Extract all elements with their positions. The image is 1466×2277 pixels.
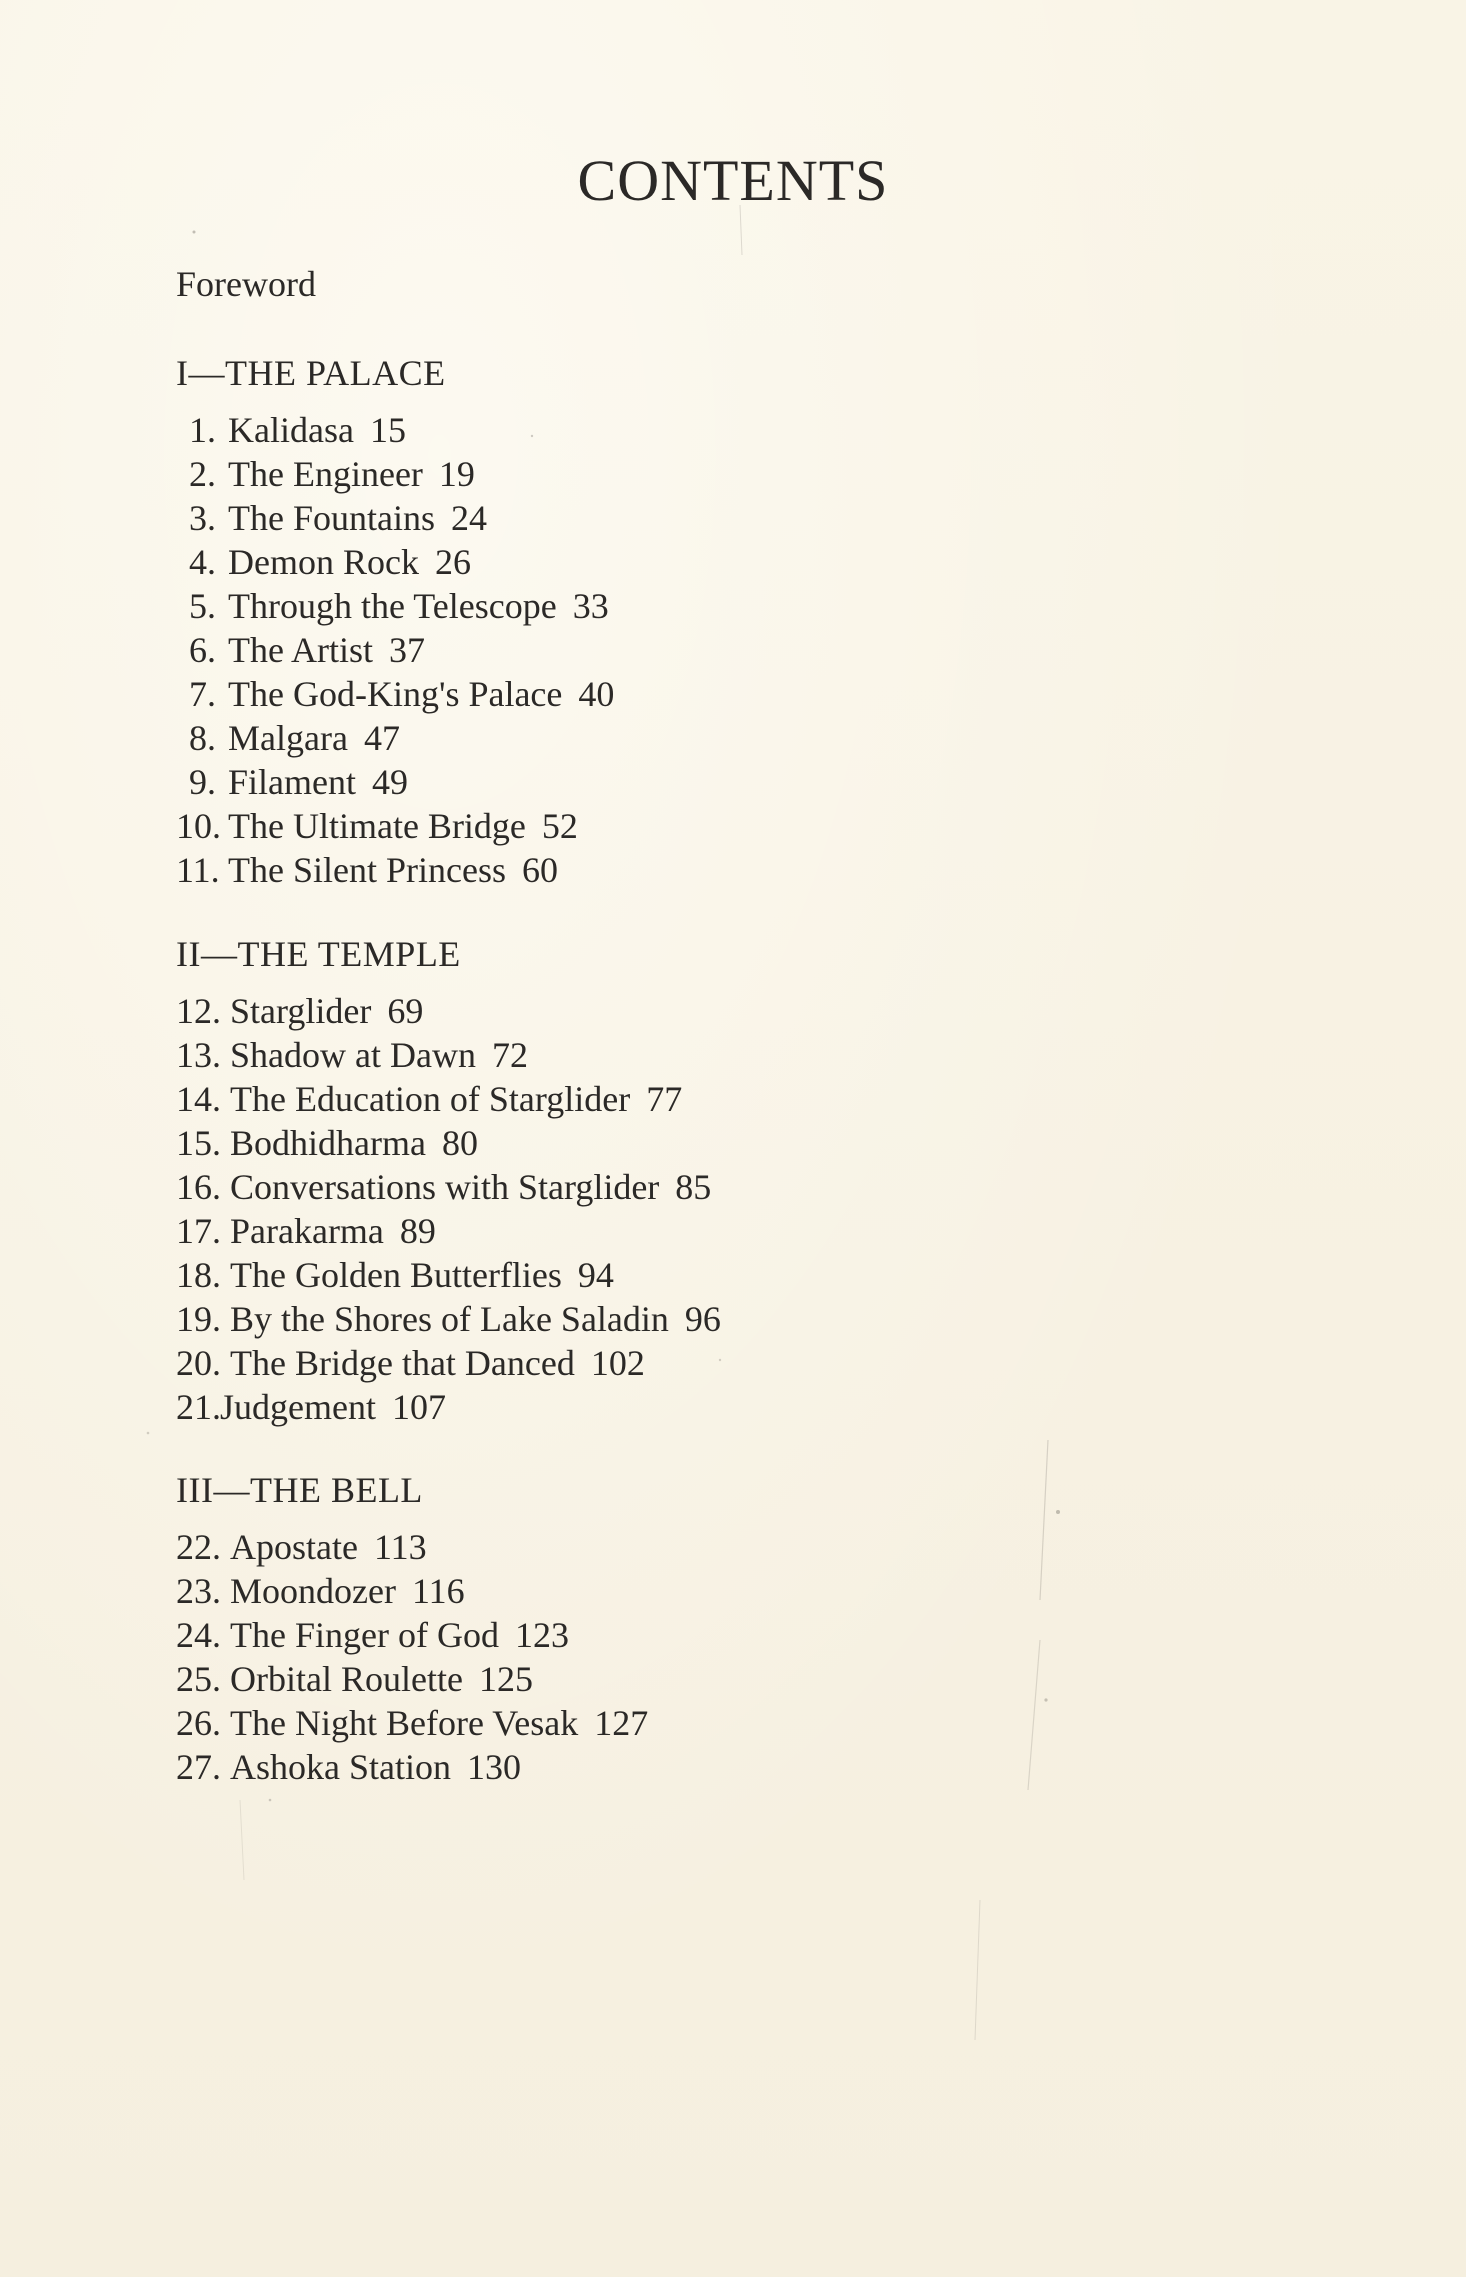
chapter-number: 24. <box>176 1615 221 1655</box>
chapter-title: The Ultimate Bridge <box>228 806 526 846</box>
chapter-entry <box>176 1341 721 1385</box>
chapter-number: 17. <box>176 1211 221 1251</box>
chapter-page: 15 <box>369 410 406 450</box>
chapter-page: 26 <box>434 542 471 582</box>
chapter-title: Starglider <box>230 991 372 1031</box>
chapter-number: 12. <box>176 991 221 1031</box>
chapter-title: Demon Rock <box>228 542 419 582</box>
chapter-entry <box>176 1297 721 1341</box>
chapter-page: 69 <box>387 991 424 1031</box>
part-palace <box>176 355 614 892</box>
chapter-page: 94 <box>577 1255 614 1295</box>
chapter-entry <box>176 1745 648 1789</box>
chapter-page: 47 <box>363 718 400 758</box>
chapter-entry <box>176 1253 721 1297</box>
chapter-title: Apostate <box>230 1527 358 1567</box>
chapter-entry <box>176 1701 648 1745</box>
chapter-number: 18. <box>176 1255 221 1295</box>
chapter-page: 49 <box>372 762 408 802</box>
chapter-number: 25. <box>176 1659 221 1699</box>
chapter-entry <box>176 540 614 584</box>
chapter-entry <box>176 408 614 452</box>
chapter-entry <box>176 1209 721 1253</box>
chapter-page: 125 <box>478 1659 533 1699</box>
chapter-number: 9. <box>189 762 216 802</box>
chapter-entry <box>176 628 614 672</box>
chapter-title: Conversations with Starglider <box>230 1167 660 1207</box>
chapter-entry <box>176 760 614 804</box>
chapter-page: 116 <box>411 1571 465 1611</box>
part-heading: II—THE TEMPLE <box>176 934 461 974</box>
chapter-page: 89 <box>399 1211 436 1251</box>
chapter-number: 14. <box>176 1079 221 1119</box>
chapter-title: Kalidasa <box>228 410 354 450</box>
chapter-number: 21. <box>176 1387 221 1427</box>
chapter-title: Filament <box>228 762 356 802</box>
chapter-entry <box>176 452 614 496</box>
chapter-title: The Artist <box>228 630 373 670</box>
chapter-page: 19 <box>438 454 475 494</box>
chapter-page: 40 <box>578 674 615 714</box>
page-title: CONTENTS <box>577 148 889 213</box>
chapter-page: 123 <box>514 1615 569 1655</box>
part-bell <box>176 1472 648 1789</box>
chapter-page: 96 <box>684 1299 721 1339</box>
chapter-number: 1. <box>189 410 216 450</box>
chapter-title: The Fountains <box>228 498 435 538</box>
chapter-page: 60 <box>521 850 558 890</box>
chapter-number: 13. <box>176 1035 221 1075</box>
chapter-list <box>176 1525 648 1789</box>
chapter-number: 16. <box>176 1167 221 1207</box>
chapter-page: 24 <box>450 498 487 538</box>
chapter-title: Shadow at Dawn <box>230 1035 476 1075</box>
chapter-entry <box>176 1077 721 1121</box>
chapter-title: The God-King's Palace <box>228 674 563 714</box>
chapter-entry <box>176 1525 648 1569</box>
chapter-entry <box>176 1033 721 1077</box>
part-temple <box>176 936 721 1429</box>
chapter-number: 26. <box>176 1703 221 1743</box>
chapter-title: Orbital Roulette <box>230 1659 463 1699</box>
part-heading: III—THE BELL <box>176 1470 423 1510</box>
chapter-page: 85 <box>675 1167 712 1207</box>
chapter-number: 11. <box>176 850 220 890</box>
chapter-page: 130 <box>467 1747 521 1787</box>
chapter-title: Bodhidharma <box>230 1123 426 1163</box>
chapter-page: 52 <box>541 806 578 846</box>
chapter-number: 10. <box>176 806 221 846</box>
chapter-entry <box>176 716 614 760</box>
chapter-title: Judgement <box>220 1387 376 1427</box>
chapter-page: 127 <box>594 1703 649 1743</box>
chapter-page: 102 <box>590 1343 645 1383</box>
toc-foreword: Foreword <box>176 264 316 304</box>
chapter-title: The Education of Starglider <box>230 1079 631 1119</box>
chapter-number: 19. <box>176 1299 221 1339</box>
chapter-entry <box>176 1165 721 1209</box>
chapter-number: 8. <box>189 718 216 758</box>
chapter-page: 72 <box>491 1035 528 1075</box>
chapter-title: The Silent Princess <box>228 850 506 890</box>
chapter-number: 20. <box>176 1343 221 1383</box>
chapter-list <box>176 989 721 1429</box>
chapter-title: Through the Telescope <box>228 586 557 626</box>
chapter-page: 33 <box>572 586 609 626</box>
chapter-list <box>176 408 614 892</box>
chapter-number: 5. <box>189 586 216 626</box>
chapter-title: The Engineer <box>228 454 423 494</box>
chapter-number: 2. <box>189 454 216 494</box>
chapter-entry <box>176 989 721 1033</box>
chapter-entry <box>176 848 614 892</box>
chapter-number: 7. <box>189 674 216 714</box>
chapter-page: 77 <box>646 1079 683 1119</box>
chapter-entry <box>176 1613 648 1657</box>
chapter-entry <box>176 672 614 716</box>
chapter-title: The Golden Butterflies <box>230 1255 562 1295</box>
chapter-page: 80 <box>441 1123 478 1163</box>
chapter-title: Malgara <box>228 718 348 758</box>
chapter-number: 3. <box>189 498 216 538</box>
chapter-entry <box>176 804 614 848</box>
chapter-number: 15. <box>176 1123 221 1163</box>
chapter-entry <box>176 496 614 540</box>
part-heading: I—THE PALACE <box>176 353 446 393</box>
chapter-entry <box>176 1121 721 1165</box>
chapter-entry <box>176 1569 648 1613</box>
chapter-title: Parakarma <box>230 1211 384 1251</box>
chapter-entry <box>176 1385 721 1429</box>
chapter-page: 107 <box>391 1387 446 1427</box>
chapter-number: 27. <box>176 1747 221 1787</box>
chapter-title: By the Shores of Lake Saladin <box>230 1299 669 1339</box>
chapter-page: 113 <box>373 1527 427 1567</box>
chapter-entry <box>176 1657 648 1701</box>
chapter-title: The Finger of God <box>230 1615 499 1655</box>
chapter-title: Ashoka Station <box>230 1747 451 1787</box>
chapter-number: 23. <box>176 1571 221 1611</box>
chapter-title: Moondozer <box>230 1571 396 1611</box>
chapter-number: 4. <box>189 542 216 582</box>
chapter-number: 22. <box>176 1527 221 1567</box>
chapter-entry <box>176 584 614 628</box>
chapter-number: 6. <box>189 630 216 670</box>
chapter-page: 37 <box>388 630 425 670</box>
chapter-title: The Bridge that Danced <box>230 1343 575 1383</box>
chapter-title: The Night Before Vesak <box>230 1703 579 1743</box>
